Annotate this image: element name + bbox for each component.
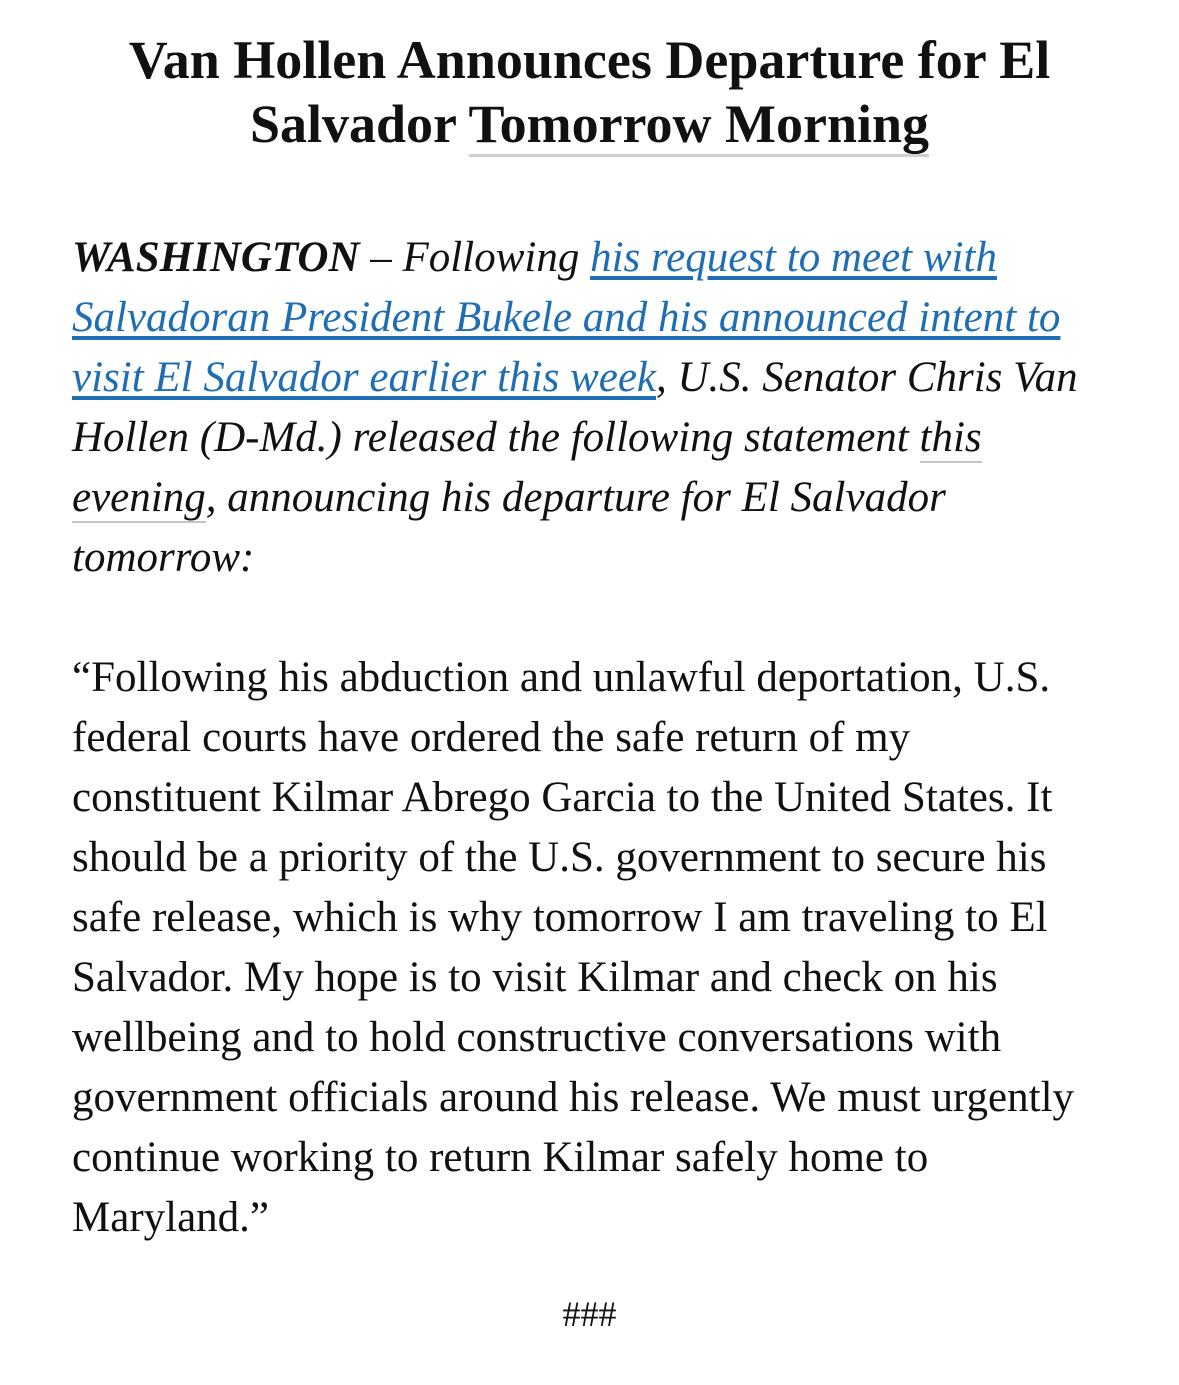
title-text: Van Hollen Announces Departure for El Salvador xyxy=(128,30,1051,154)
release-title xyxy=(72,28,1107,156)
intro-text-end: , announcing his departure for El Salvador tomorrow: xyxy=(72,474,946,581)
dateline-separator: – Following xyxy=(359,234,591,281)
dateline: WASHINGTON xyxy=(72,234,360,281)
request-link[interactable]: his request to meet with Salvadoran President Bukele and his announced intent to visit El Salvador earlier this week xyxy=(72,234,1061,401)
title-highlighted-phrase: Tomorrow Morning xyxy=(469,94,930,157)
intro-paragraph xyxy=(72,228,1107,588)
intro-text: , U.S. Senator Chris Van Hollen (D-Md.) released the following statement xyxy=(72,354,1078,461)
intro-highlighted-phrase: this evening xyxy=(72,414,982,521)
end-mark: ### xyxy=(562,1294,617,1334)
statement-quote: “Following his abduction and unlawful deportation, U.S. federal courts have ordered the safe return of my constituent Kilmar Abrego Garcia to the United States. It should be a priority of the U.S. government to secure his safe release, which is why tomorrow I am traveling to El Salvador. My hope is to visit Kilmar and check on his wellbeing and to hold constructive conversations with government officials around his release. We must urgently continue working to return Kilmar safely home to Maryland.” xyxy=(72,654,1075,1241)
